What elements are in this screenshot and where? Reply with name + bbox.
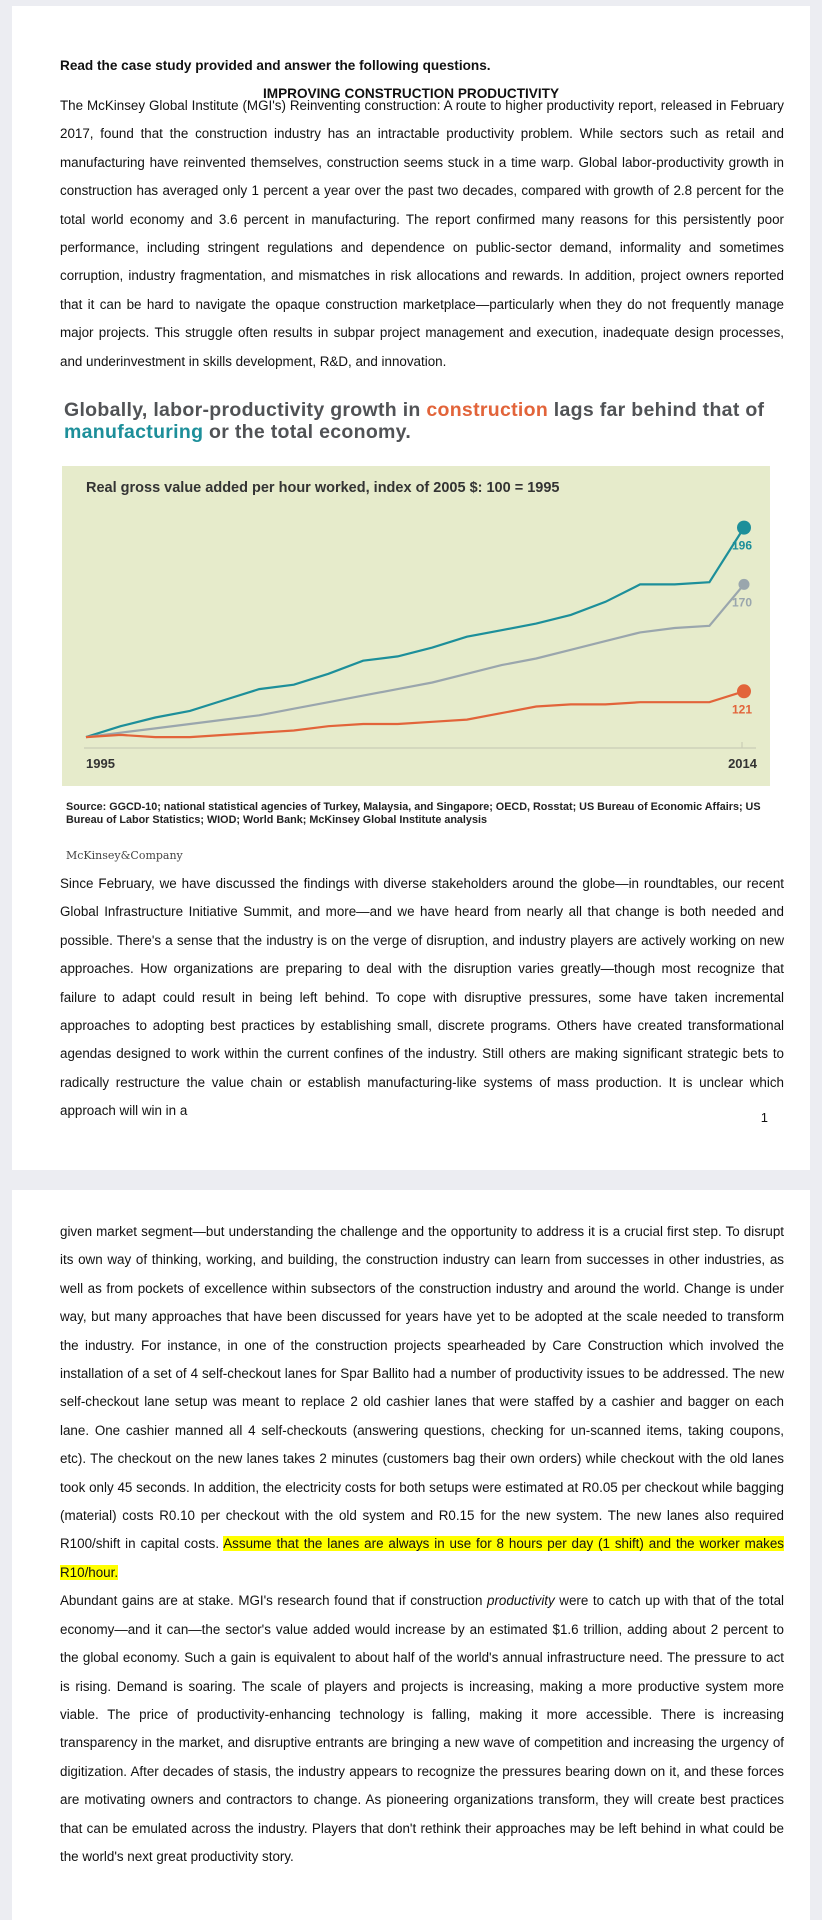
paragraph-4-text-a: Abundant gains are at stake. MGI's research found that if construction: [60, 1593, 487, 1609]
paragraph-4-text-b: were to catch up with that of the total economy—and it can—the sector's value added would increase by an estimated $1.6 trillion, adding about 2 percent to the global economy. Such a gain is equivalent to about half of the world's annual infrastructure need. The pressure to act is rising. Demand is soaring. The scale of players and projects is increasing, making a more productive system more viable. The price of productivity-enhancing technology is falling, making it more accessible. There is increasing transparency in the market, and disruptive entrants are bringing a new wave of competition and increasing the urgency of digitization. After decades of stasis, the industry appears to recognize the pressures bearing down on it, and these forces are motivating owners and contractors to change. As pioneering organizations transform, they will create best practices that can be emulated across the industry. Players that don't rethink their approaches may be left behind in what could be the world's next great productivity story.: [60, 1593, 784, 1864]
paragraph-3-text: given market segment—but understanding the challenge and the opportunity to address it is a crucial first step. To disrupt its own way of thinking, working, and building, the construction industry can learn from successes in other industries, as well as from pockets of excellence within subsectors of the construction industry and around the world. Change is under way, but many approaches that have been discussed for years have yet to be adopted at the scale needed to transform the industry. For instance, in one of the construction projects spearheaded by Care Construction which involved the installation of a set of 4 self-checkout lanes for Spar Ballito had a number of productivity issues to be addressed. The new self-checkout lane setup was meant to replace 2 old cashier lanes that were staffed by a cashier and bagger on each lane. One cashier manned all 4 self-checkouts (answering questions, checking for un-scanned items, taking coupons, etc). The checkout on the new lanes takes 2 minutes (customers bag their own orders) while checkout with the old lanes took only 45 seconds. In addition, the electricity costs for both setups were estimated at R0.05 per checkout while bagging (material) costs R0.10 per checkout with the old system and R0.15 for the new system. The new lanes also required R100/shift in capital costs.: [60, 1224, 784, 1552]
document-page-1: [12, 6, 810, 1170]
x-tick-start: 1995: [86, 756, 115, 771]
headline-construction: construction: [426, 399, 549, 421]
document-page-2: [12, 1190, 810, 1920]
series-end-marker-construction: [737, 684, 751, 698]
chart-source: Source: GGCD-10; national statistical agencies of Turkey, Malaysia, and Singapore; OECD, Rosstat; US Bureau of Economic Affairs; US Bureau of Labor Statistics; WIOD; World Bank; McKinsey Global Institute analysis: [66, 801, 761, 826]
series-end-label-total-economy: 170: [731, 595, 752, 610]
page-number: 1: [760, 1110, 768, 1125]
series-end-marker-total-economy: [739, 579, 750, 590]
headline-part-3: or the total economy.: [203, 421, 412, 443]
case-title: IMPROVING CONSTRUCTION PRODUCTIVITY: [262, 86, 560, 101]
x-tick-end: 2014: [728, 756, 757, 771]
productivity-chart: [62, 466, 770, 786]
paragraph-1-text: The McKinsey Global Institute (MGI's) Reinventing construction: A route to higher productivity report, released in February 2017, found that the construction industry has an intractable productivity problem. While sectors such as retail and manufacturing have reinvented themselves, construction seems stuck in a time warp. Global labor-productivity growth in construction has averaged only 1 percent a year over the past two decades, compared with growth of 2.8 percent for the total world economy and 3.6 percent in manufacturing. The report confirmed many reasons for this persistently poor performance, including stringent regulations and dependence on public-sector demand, informality and sometimes corruption, industry fragmentation, and mismatches in risk allocations and rewards. In addition, project owners reported that it can be hard to navigate the opaque construction marketplace—particularly when they do not frequently manage major projects. This struggle often results in subpar project management and execution, inadequate design processes, and underinvestment in skills development, R&D, and innovation.: [60, 98, 784, 369]
instruction: Read the case study provided and answer the following questions.: [60, 58, 491, 73]
headline-manufacturing: manufacturing: [64, 421, 204, 443]
paragraph-2-text: Since February, we have discussed the findings with diverse stakeholders around the globe—in roundtables, our recent Global Infrastructure Initiative Summit, and more—and we have heard from nearly all that change is both needed and possible. There's a sense that the industry is on the verge of disruption, and industry players are actively working on new approaches. How organizations are preparing to deal with the disruption varies greatly—though most recognize that failure to adapt could result in being left behind. To cope with disruptive pressures, some have taken incremental approaches to adopting best practices by establishing small, discrete programs. Others have created transformational agendas designed to work within the current confines of the industry. Still others are making significant strategic bets to radically restructure the value chain or establish manufacturing-like systems of mass production. It is unclear which approach will win in a: [60, 876, 784, 1119]
chart-headline: [64, 399, 784, 443]
headline-part-1: Globally, labor-productivity growth in: [64, 399, 427, 421]
headline-part-2: lags far behind that of: [548, 399, 765, 421]
highlighted-assumption: Assume that the lanes are always in use for 8 hours per day (1 shift) and the worker makes R10/hour.: [60, 1536, 785, 1580]
mckinsey-logo: McKinsey&Company: [66, 849, 183, 862]
series-end-label-construction: 121: [731, 702, 752, 717]
paragraph-2: [60, 870, 784, 1126]
paragraph-3: [60, 1218, 784, 1871]
paragraph-1: [60, 92, 784, 376]
paragraph-4-emphasis: productivity: [487, 1593, 555, 1609]
chart-title: Real gross value added per hour worked, index of 2005 $: 100 = 1995: [86, 480, 560, 496]
series-end-marker-manufacturing: [737, 521, 751, 535]
series-end-label-manufacturing: 196: [731, 538, 752, 553]
